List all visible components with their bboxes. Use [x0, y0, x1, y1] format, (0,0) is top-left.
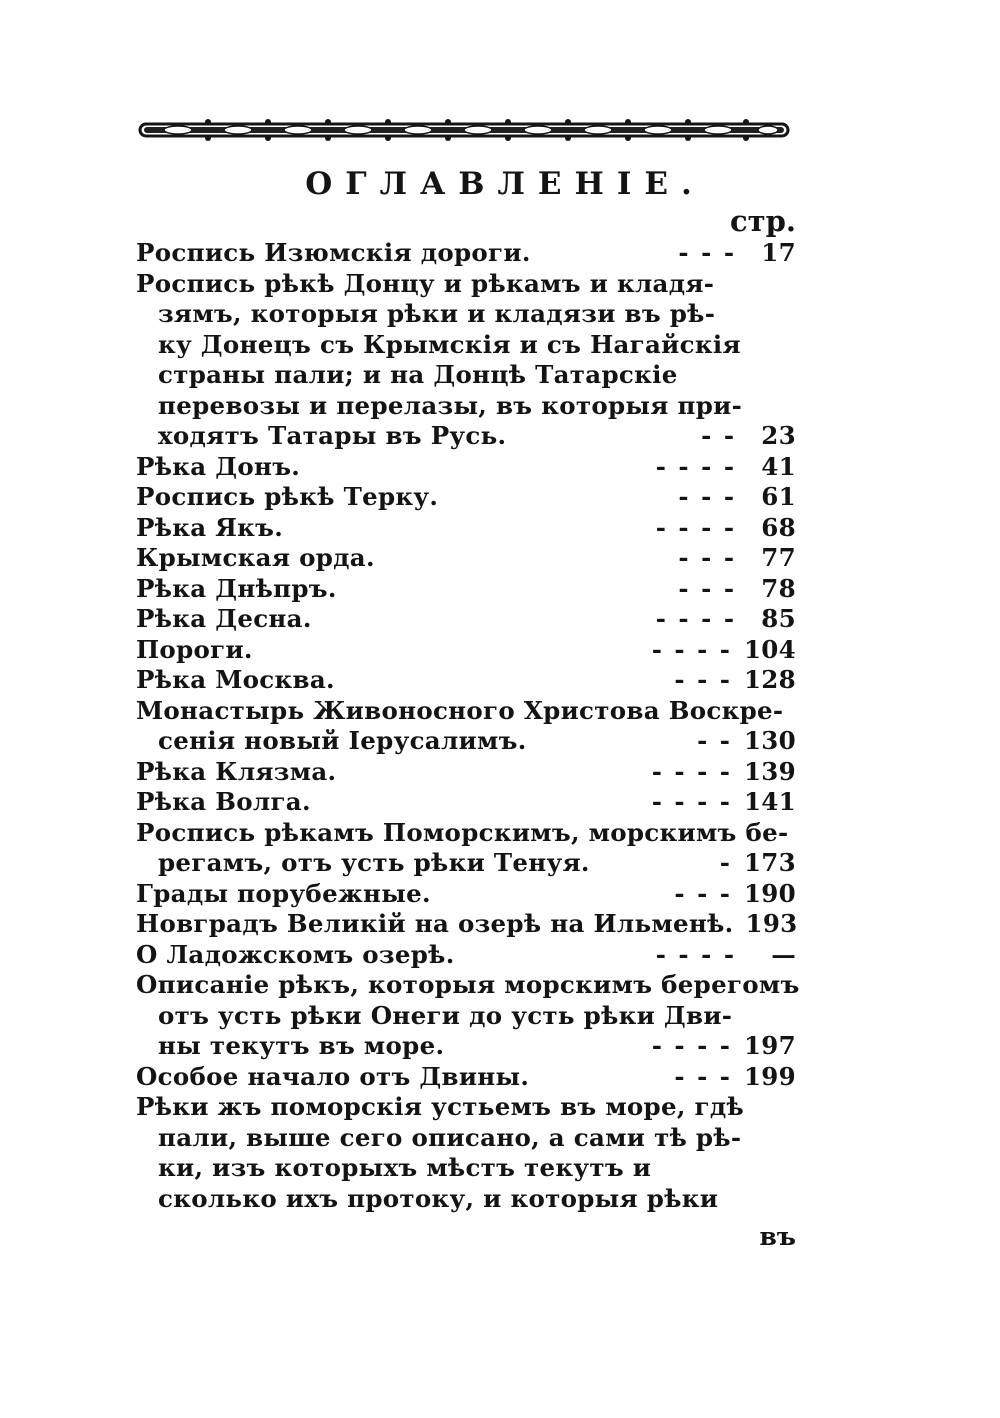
- page-column-label: стр.: [729, 204, 796, 238]
- toc-page-number: 78: [761, 573, 796, 603]
- toc-entry-title: Крымская орда.: [136, 543, 375, 572]
- toc-entry-line: [136, 757, 796, 788]
- toc-leader-dashes: - - - -: [651, 634, 732, 664]
- toc-page-number: 23: [761, 421, 796, 450]
- toc-entry-title: пали, выше сего описано, а сами тѣ рѣ-: [158, 1122, 742, 1152]
- toc-entry-line: [136, 1153, 796, 1184]
- toc-entry: [136, 818, 796, 879]
- toc-entry-title: Пороги.: [136, 634, 253, 664]
- toc-page-number: 17: [761, 238, 796, 267]
- toc-entry-title: Роспись рѣкѣ Донцу и рѣкамъ и кладя-: [136, 268, 715, 298]
- toc-entry-line: [136, 635, 796, 666]
- toc-page-number: 197: [743, 1031, 796, 1060]
- toc-entry-line: [136, 1092, 796, 1123]
- toc-entry-title: Описаніе рѣкъ, которыя морскимъ берегомъ: [136, 970, 800, 999]
- toc-page-number: 68: [761, 512, 796, 542]
- toc-entry-title: Грады порубежные.: [136, 878, 431, 908]
- toc-entry-line: [136, 818, 796, 849]
- toc-leader-dashes: - - - -: [651, 787, 732, 816]
- toc-entry: [136, 604, 796, 635]
- toc-entry-line: [136, 269, 796, 300]
- toc-entry-line: [136, 330, 796, 361]
- toc-entry: [136, 879, 796, 910]
- toc-entry: [136, 574, 796, 605]
- toc-entry-line: [136, 482, 796, 513]
- toc-page-number: 128: [743, 665, 796, 694]
- toc-leader-dashes: - -: [701, 421, 736, 450]
- toc-entry-title: О Ладожскомъ озерѣ.: [136, 939, 455, 969]
- toc-page-number: —: [771, 939, 796, 969]
- toc-entry-title: Рѣка Клязма.: [136, 756, 337, 786]
- decorative-border-ornament: [138, 112, 790, 148]
- toc-entry-title: перевозы и перелазы, въ которыя при-: [158, 390, 743, 420]
- toc-entry: [136, 757, 796, 788]
- toc-entry-line: [136, 665, 796, 696]
- toc-entry-line: [136, 1184, 796, 1215]
- toc-entry: [136, 238, 796, 269]
- toc-entry-line: [136, 1001, 796, 1032]
- toc-entry-title: ку Донецъ съ Крымскія и съ Нагайскія: [158, 329, 741, 359]
- toc-entry-title: Рѣка Волга.: [136, 787, 311, 816]
- toc-entry-line: [136, 726, 796, 757]
- toc-entry: [136, 787, 796, 818]
- toc-page-number: 77: [761, 543, 796, 572]
- toc-entry-line: [136, 543, 796, 574]
- toc-entry-line: [136, 787, 796, 818]
- toc-entry: [136, 1092, 796, 1214]
- toc-entry-line: [136, 360, 796, 391]
- toc-leader-dashes: - - -: [678, 573, 736, 603]
- toc-entry-line: [136, 1062, 796, 1093]
- toc-leader-dashes: - - - -: [655, 512, 736, 542]
- toc-page-number: 199: [743, 1061, 796, 1091]
- toc-entry-line: [136, 696, 796, 727]
- toc-entry-line: [136, 1123, 796, 1154]
- toc-entry-title: регамъ, отъ усть рѣки Тенуя.: [158, 848, 590, 877]
- toc-leader-dashes: - - -: [674, 665, 732, 694]
- toc-leader-dashes: - - - -: [655, 939, 736, 969]
- toc-entry: [136, 269, 796, 452]
- toc-page-number: 173: [743, 848, 796, 877]
- toc-entry-line: [136, 940, 796, 971]
- toc-entry-title: Рѣка Днѣпръ.: [136, 573, 337, 603]
- toc-entry-title: ки, изъ которыхъ мѣстъ текутъ и: [158, 1153, 652, 1182]
- toc-entry-line: [136, 452, 796, 483]
- toc-page-number: 41: [761, 451, 796, 481]
- toc-entry-title: ходятъ Татары въ Русь.: [158, 421, 507, 450]
- toc-entry: [136, 1062, 796, 1093]
- toc-leader-dashes: -: [719, 848, 732, 877]
- toc-entry-title: Рѣка Десна.: [136, 604, 312, 633]
- table-of-contents: [136, 238, 800, 1214]
- toc-entry-line: [136, 848, 796, 879]
- toc-entry-line: [136, 970, 800, 1001]
- toc-leader-dashes: - - -: [678, 543, 736, 572]
- toc-entry-title: Монастырь Живоносного Христова Воскре-: [136, 695, 784, 725]
- toc-entry-line: [136, 391, 796, 422]
- toc-page-number: 141: [743, 787, 796, 816]
- toc-page-number: 190: [743, 878, 796, 908]
- toc-entry-title: зямъ, которыя рѣки и кладязи въ рѣ-: [158, 299, 716, 328]
- toc-page-number: 85: [761, 604, 796, 633]
- toc-entry: [136, 696, 796, 757]
- toc-entry: [136, 543, 796, 574]
- toc-leader-dashes: - - - -: [655, 451, 736, 481]
- toc-entry: [136, 665, 796, 696]
- toc-entry-line: [136, 879, 796, 910]
- page-title: ОГЛАВЛЕНІЕ.: [305, 166, 705, 202]
- toc-entry: [136, 452, 796, 483]
- toc-entry-title: Рѣки жъ поморскія устьемъ въ море, гдѣ: [136, 1092, 745, 1121]
- toc-entry: [136, 635, 796, 666]
- toc-entry: [136, 482, 796, 513]
- toc-entry-line: [136, 299, 796, 330]
- toc-leader-dashes: - - -: [674, 878, 732, 908]
- toc-entry-title: Роспись рѣкѣ Терку.: [136, 482, 439, 511]
- toc-page-number: 104: [743, 634, 796, 664]
- toc-entry-title: Роспись рѣкамъ Поморскимъ, морскимъ бе-: [136, 817, 789, 847]
- toc-leader-dashes: - - -: [678, 238, 736, 267]
- toc-page-number: 130: [743, 726, 796, 755]
- toc-entry-title: Особое начало отъ Двины.: [136, 1061, 530, 1091]
- toc-entry: [136, 970, 800, 1062]
- toc-entry-line: [136, 604, 796, 635]
- toc-entry-line: [136, 909, 796, 940]
- toc-entry-line: [136, 1031, 796, 1062]
- toc-leader-dashes: - - - -: [651, 1031, 732, 1060]
- toc-entry-line: [136, 421, 796, 452]
- toc-entry-title: сенія новый Іерусалимъ.: [158, 726, 527, 755]
- catchword: въ: [759, 1222, 796, 1251]
- toc-entry: [136, 909, 796, 940]
- toc-entry-title: Роспись Изюмскія дороги.: [136, 238, 531, 267]
- toc-leader-dashes: - - - -: [651, 756, 732, 786]
- toc-leader-dashes: - - - -: [655, 604, 736, 633]
- toc-entry-line: [136, 513, 796, 544]
- toc-leader-dashes: - -: [697, 726, 732, 755]
- toc-entry-title: ны текутъ въ море.: [158, 1031, 445, 1060]
- toc-entry: [136, 940, 796, 971]
- toc-leader-dashes: - - -: [678, 482, 736, 511]
- toc-entry-title: Рѣка Якъ.: [136, 512, 284, 542]
- toc-entry-line: [136, 238, 796, 269]
- toc-entry: [136, 513, 796, 544]
- toc-page-number: 193: [745, 909, 798, 938]
- toc-page-number: 139: [743, 756, 796, 786]
- toc-entry-title: Рѣка Донъ.: [136, 451, 301, 481]
- toc-entry-title: Рѣка Москва.: [136, 665, 335, 694]
- toc-entry-title: страны пали; и на Донцѣ Татарскіе: [158, 360, 678, 389]
- toc-leader-dashes: - - -: [674, 1061, 732, 1091]
- toc-entry-title: сколько ихъ протоку, и которыя рѣки: [158, 1183, 719, 1213]
- toc-entry-title: Новградъ Великій на озерѣ на Ильменѣ.: [136, 909, 734, 938]
- toc-page-number: 61: [761, 482, 796, 511]
- toc-entry-title: отъ усть рѣки Онеги до усть рѣки Дви-: [158, 1000, 733, 1030]
- toc-entry-line: [136, 574, 796, 605]
